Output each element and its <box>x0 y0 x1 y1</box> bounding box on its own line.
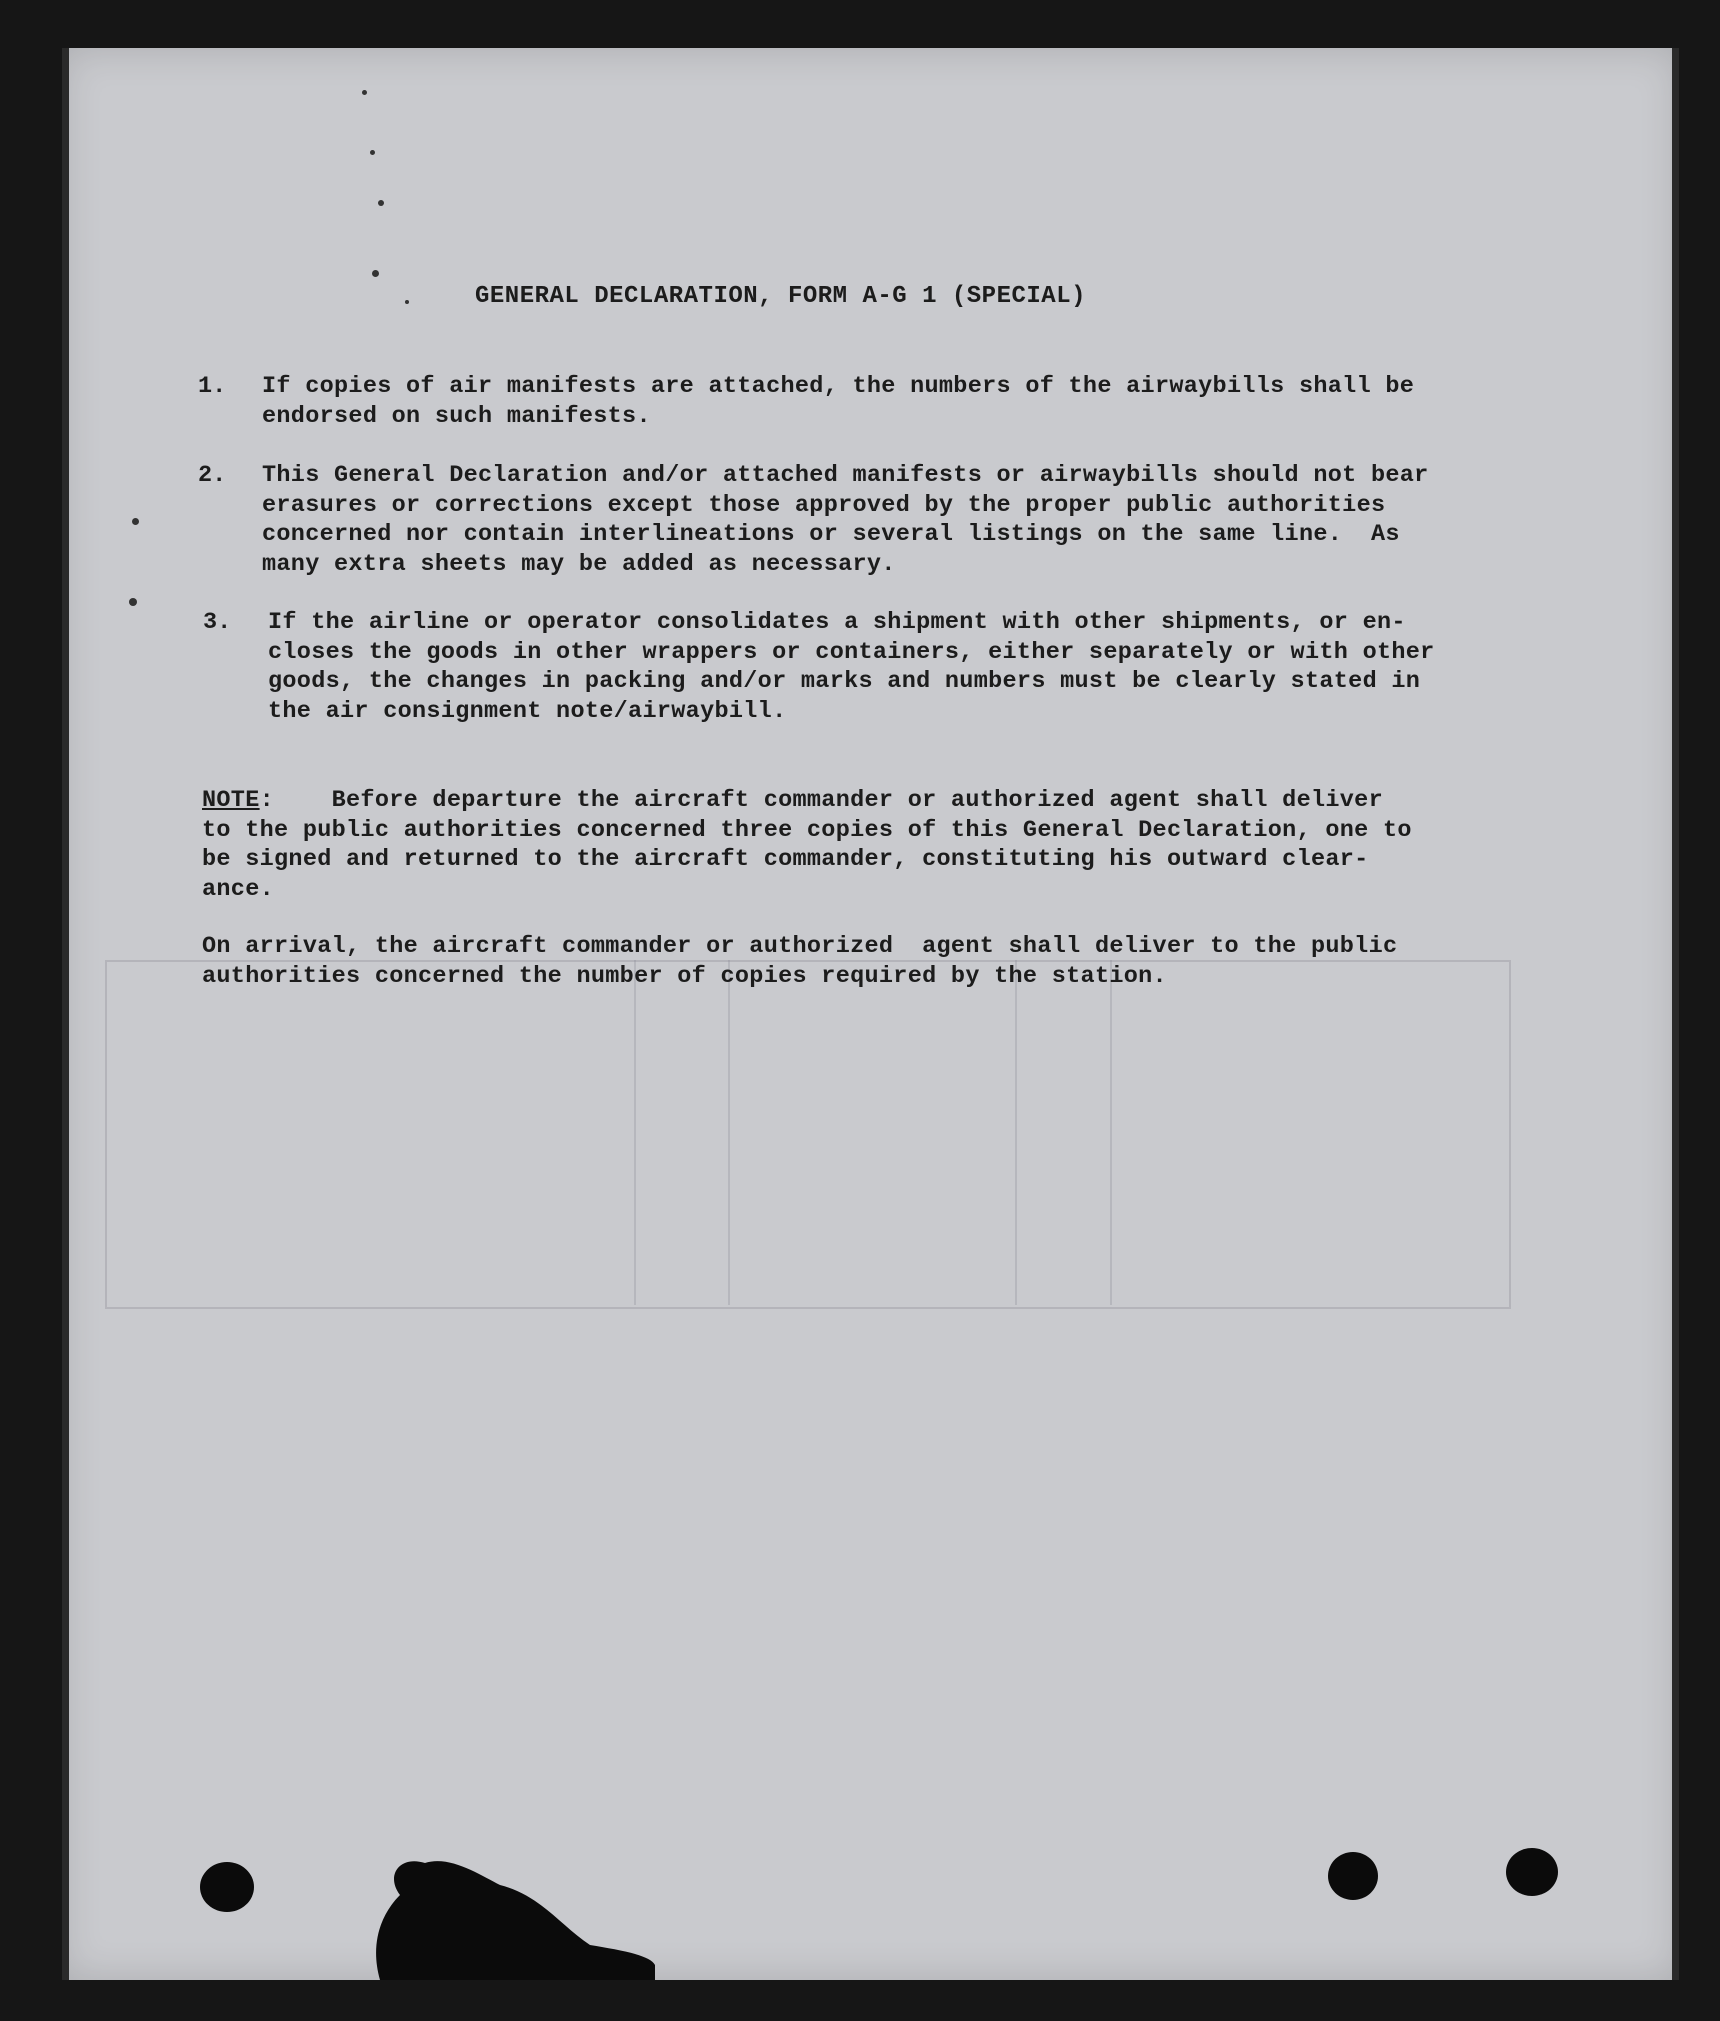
bleed-through-line <box>1015 960 1017 1305</box>
text-line: This General Declaration and/or attached manifests or airwaybills should not bear <box>262 462 1429 489</box>
note-paragraph <box>202 786 1412 904</box>
item-1-text <box>262 372 1414 431</box>
ink-blot <box>360 1855 660 1980</box>
punch-hole <box>1328 1852 1378 1900</box>
speck <box>405 300 409 304</box>
text-line: If copies of air manifests are attached, the numbers of the airwaybills shall be <box>262 373 1415 400</box>
item-number: 1. <box>198 373 227 400</box>
punch-hole <box>1506 1848 1558 1896</box>
item-number: 3. <box>203 609 232 636</box>
text-line: authorities concerned the number of copies required by the station. <box>202 962 1167 990</box>
item-number: 2. <box>198 462 227 489</box>
punch-hole <box>200 1862 254 1912</box>
bleed-through-line <box>1110 960 1112 1305</box>
note-first-line <box>202 786 1412 816</box>
bleed-through-line <box>634 960 636 1305</box>
text-line: many extra sheets may be added as necessary. <box>262 550 896 578</box>
note-label: NOTE <box>202 787 260 814</box>
page-left-edge <box>62 48 69 1980</box>
item-3-text <box>268 608 1435 726</box>
text-line: : Before departure the aircraft commander or authorized agent shall deliver <box>259 787 1383 814</box>
text-line: On arrival, the aircraft commander or authorized agent shall deliver to the public <box>202 933 1398 960</box>
arrival-paragraph <box>202 932 1397 991</box>
text-line: ance. <box>202 875 275 903</box>
bleed-through-table <box>105 960 1511 1309</box>
text-line: endorsed on such manifests. <box>262 402 651 430</box>
speck <box>362 90 367 95</box>
speck <box>129 598 137 606</box>
speck <box>372 270 379 277</box>
item-2-text <box>262 461 1429 579</box>
text-line: be signed and returned to the aircraft commander, constituting his outward clear- <box>202 846 1369 873</box>
text-line: If the airline or operator consolidates a shipment with other shipments, or en- <box>268 609 1406 636</box>
bleed-through-line <box>728 960 730 1305</box>
text-line: goods, the changes in packing and/or marks and numbers must be clearly stated in <box>268 668 1421 695</box>
text-line: closes the goods in other wrappers or containers, either separately or with other <box>268 638 1435 666</box>
text-line: the air consignment note/airwaybill. <box>268 697 787 725</box>
text-line: erasures or corrections except those approved by the proper public authorities <box>262 491 1386 519</box>
text-line: to the public authorities concerned three copies of this General Declaration, one to <box>202 816 1412 844</box>
speck <box>132 518 139 525</box>
page-title: GENERAL DECLARATION, FORM A-G 1 (SPECIAL) <box>475 283 1086 310</box>
page-right-edge <box>1672 48 1679 1980</box>
speck <box>370 150 375 155</box>
speck <box>378 200 384 206</box>
text-line: concerned nor contain interlineations or several listings on the same line. As <box>262 521 1400 548</box>
